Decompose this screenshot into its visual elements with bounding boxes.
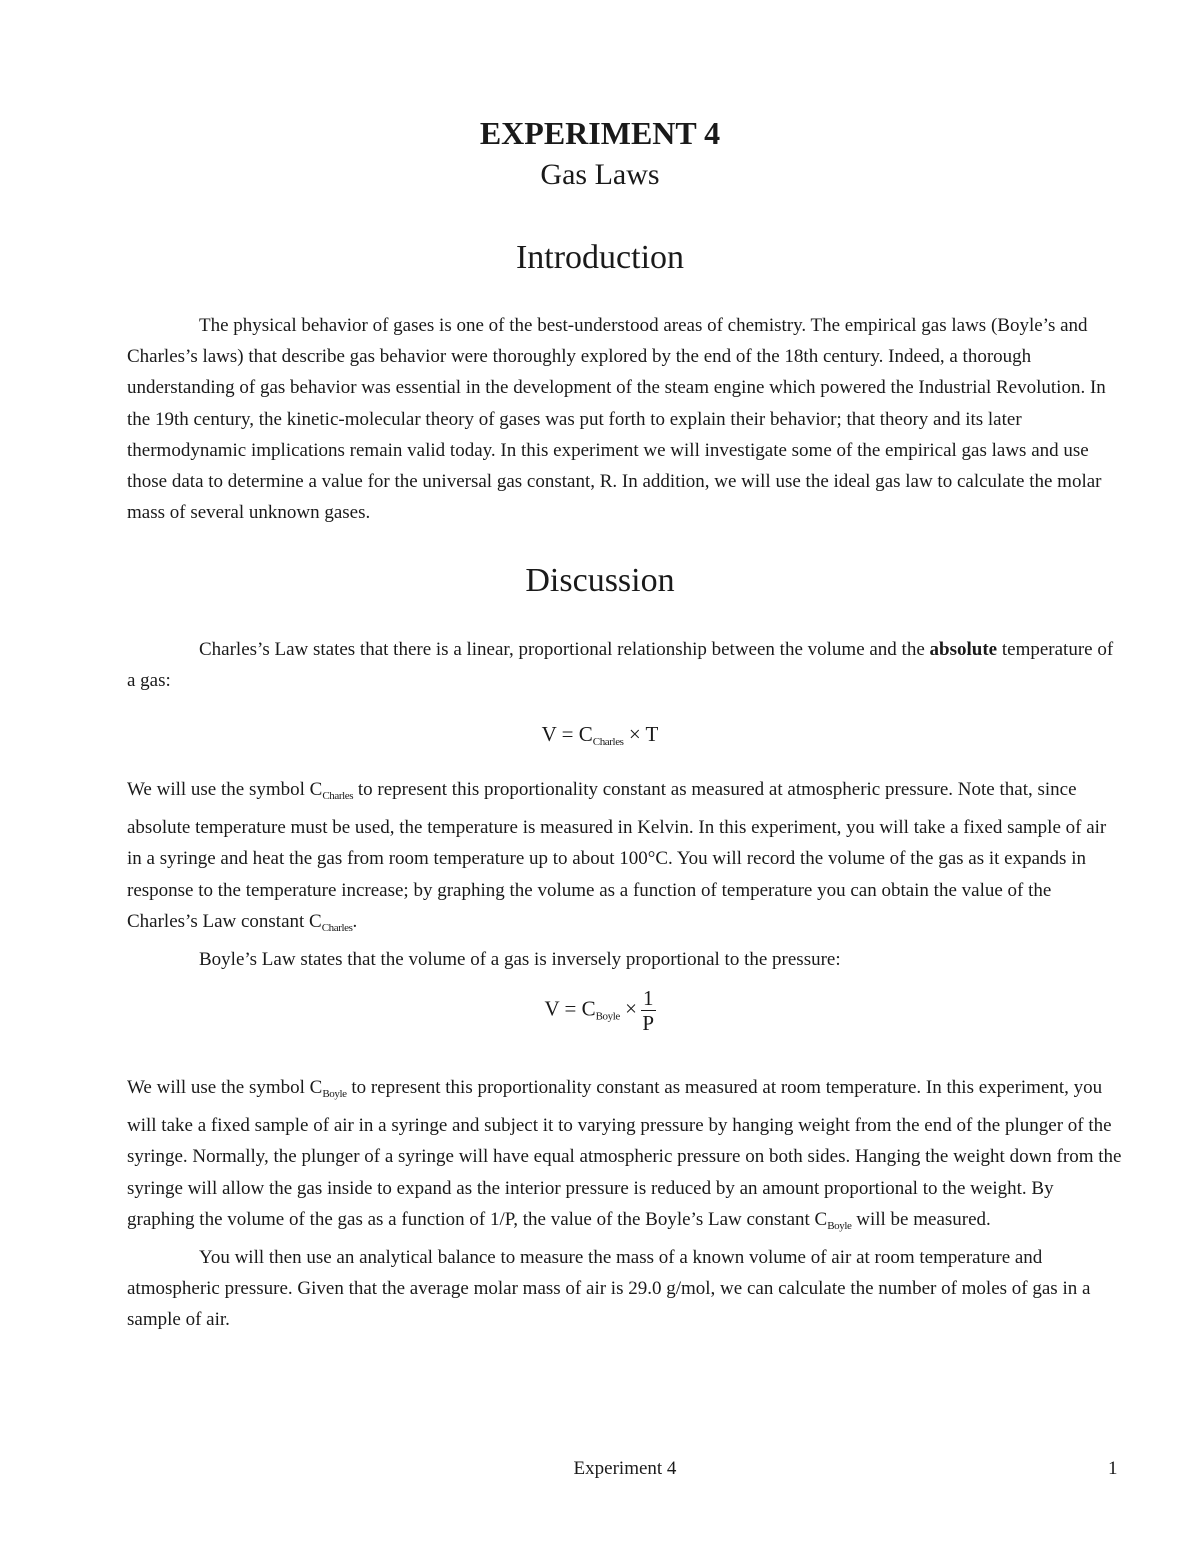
eq2-fraction (641, 986, 656, 1035)
charles-intro-paragraph (127, 634, 1123, 696)
page-subtitle: Gas Laws (540, 158, 660, 191)
boyle-paragraph (127, 1072, 1123, 1242)
charles-text-c: . (352, 910, 358, 932)
eq1-rhs: × T (623, 722, 659, 746)
charles-intro-text-b: temperature of a gas: (127, 639, 1114, 692)
balance-paragraph: You will then use an analytical balance to measure the mass of a known volume of air at room temperature and atmospheric pressure. Given that the average molar mass of air is 29.0 g/mol, we can calculate the number of moles of gas in a sample of air. (127, 1247, 1091, 1331)
eq1-subscript: Charles (592, 736, 624, 748)
introduction-heading: Introduction (515, 239, 685, 276)
boyle-text-b: to represent this proportionality constant as measured at room temperature. In this experiment, you will take a fixed sample of air in a syringe and subject it to varying pressure by hanging weight from the end of the plunger of the syringe. Normally, the plunger of a syringe will have equal atmospheric pressure on both sides. Hanging the weight down from the syringe will allow the gas inside to expand as the interior pressure is reduced by an amount proportional to the weight. By graphing the volume of the gas as a function of 1/P, the value of the Boyle’s Law constant C (127, 1077, 1122, 1230)
absolute-emphasis: absolute (929, 639, 998, 660)
eq2-subscript: Boyle (595, 1010, 620, 1023)
eq2-lhs: V = C (544, 996, 596, 1021)
charles-intro-text-a: Charles’s Law states that there is a linear, proportional relationship between the volume and the (199, 639, 930, 660)
boyle-subscript-2: Boyle (827, 1219, 852, 1232)
charles-paragraph (127, 774, 1123, 944)
page-number: 1 (1108, 1458, 1118, 1479)
page-title: EXPERIMENT 4 (479, 115, 721, 151)
charles-text-b: to represent this proportionality constant as measured at atmospheric pressure. Note that, since absolute temperature must be used, the temperature is measured in Kelvin. In this experiment, you will take a fixed sample of air in a syringe and heat the gas from room temperature up to about 100°C. You will record the volume of the gas as it expands in response to the temperature increase; by graphing the volume as a function of temperature you can obtain the value of the Charles’s Law constant C (127, 779, 1107, 932)
boyle-law-equation (0, 986, 1200, 1035)
boyle-discussion-block (127, 1072, 1123, 1336)
eq2-denominator: P (642, 1011, 655, 1035)
charles-subscript-2: Charles (321, 921, 353, 934)
boyle-intro-paragraph: Boyle’s Law states that the volume of a gas is inversely proportional to the pressure: (199, 949, 841, 971)
charles-text-a: We will use the symbol C (127, 779, 323, 800)
boyle-text-c: will be measured. (851, 1208, 991, 1230)
charles-law-equation (0, 722, 1200, 748)
boyle-text-a: We will use the symbol C (127, 1077, 323, 1098)
charles-subscript: Charles (322, 790, 354, 802)
discussion-heading: Discussion (525, 562, 675, 599)
eq2-times: × (619, 996, 637, 1021)
boyle-subscript: Boyle (322, 1088, 347, 1100)
footer-label: Experiment 4 (573, 1458, 677, 1479)
introduction-paragraph: The physical behavior of gases is one of the best-understood areas of chemistry. The empirical gas laws (Boyle’s and Charles’s laws) that describe gas behavior were thoroughly explored by the end of the 18th century. Indeed, a thorough understanding of gas behavior was essential in the development of the steam engine which powered the Industrial Revolution. In the 19th century, the kinetic-molecular theory of gases was put forth to explain their behavior; that theory and its later thermodynamic implications remain valid today. In this experiment we will investigate some of the empirical gas laws and use those data to determine a value for the universal gas constant, R. In addition, we will use the ideal gas law to calculate the molar mass of several unknown gases. (127, 315, 1106, 524)
eq1-lhs: V = C (541, 722, 593, 746)
eq2-numerator: 1 (643, 986, 654, 1010)
charles-discussion-block (127, 774, 1123, 975)
